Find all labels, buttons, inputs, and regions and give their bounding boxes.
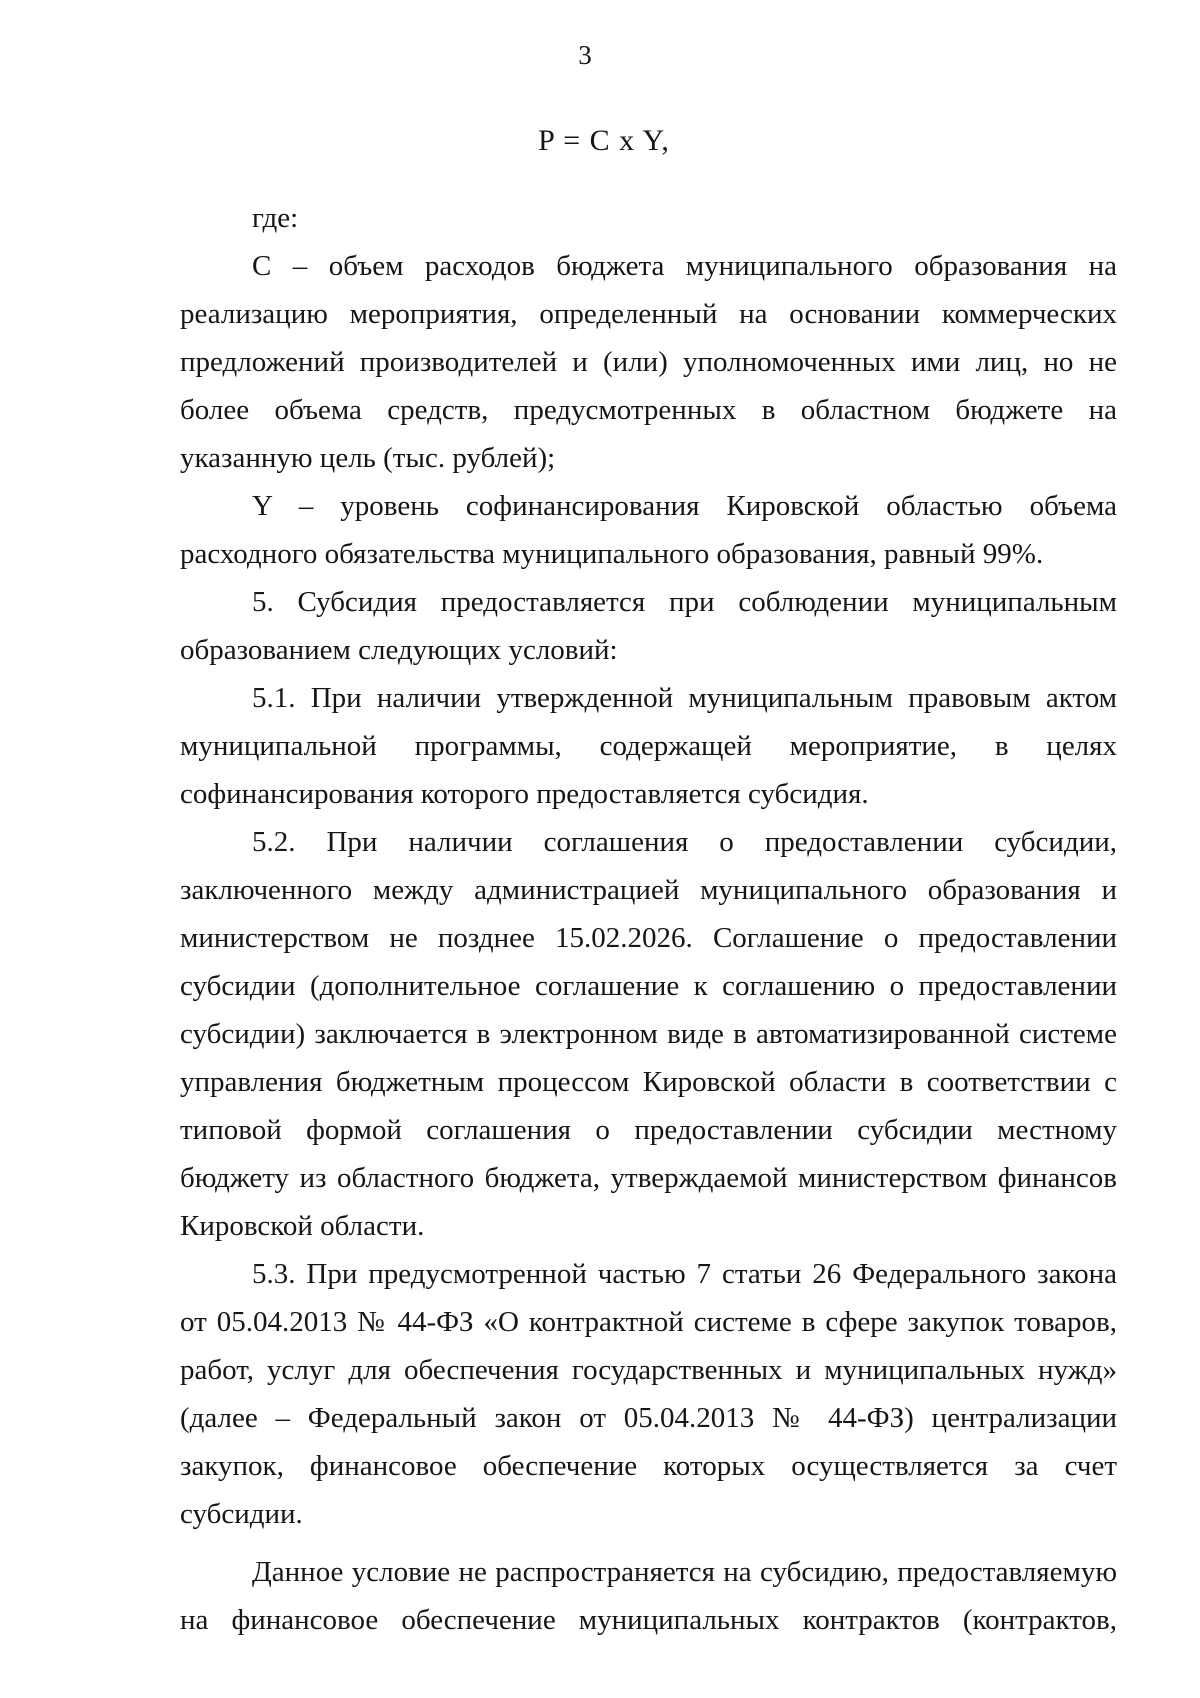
paragraph-5-3: 5.3. При предусмотренной частью 7 статьи 26 Федерального закона от 05.04.2013 № 44-ФЗ «О контрактной системе в сфере закупок товаров, работ, услуг для обеспечения государственных и муниципальных нужд» (далее – Федеральный закон от 05.04.2013 № 44-ФЗ) централизации закупок, финансовое обеспечение которых осуществляется за счет субсидии. xyxy=(180,1258,1117,1530)
paragraph-c-definition: C – объем расходов бюджета муниципального образования на реализацию мероприятия, определенный на основании коммерческих предложений производителей и (или) уполномоченных ими лиц, но не более объема средств, предусмотренных в областном бюджете на указанную цель (тыс. рублей); xyxy=(180,250,1117,474)
document-body xyxy=(180,194,1117,1644)
paragraph-y-definition: Y – уровень софинансирования Кировской областью объема расходного обязательства муниципального образования, равный 99%. xyxy=(180,490,1117,570)
paragraph-where: где: xyxy=(252,202,299,234)
page-number: 3 xyxy=(578,40,592,70)
formula: P = C x Y, xyxy=(538,124,670,157)
paragraph-5-2: 5.2. При наличии соглашения о предоставлении субсидии, заключенного между администрацией муниципального образования и министерством не позднее 15.02.2026. Соглашение о предоставлении субсидии (дополнительное соглашение к соглашению о предоставлении субсидии) заключается в электронном виде в автоматизированной системе управления бюджетным процессом Кировской области в соответствии с типовой формой соглашения о предоставлении субсидии местному бюджету из областного бюджета, утверждаемой министерством финансов Кировской области. xyxy=(180,826,1117,1242)
paragraph-exception: Данное условие не распространяется на субсидию, предоставляемую на финансовое обеспечение муниципальных контрактов (контрактов, xyxy=(180,1556,1117,1636)
paragraph-5-1: 5.1. При наличии утвержденной муниципальным правовым актом муниципальной программы, содержащей мероприятие, в целях софинансирования которого предоставляется субсидия. xyxy=(180,682,1117,810)
paragraph-5: 5. Субсидия предоставляется при соблюдении муниципальным образованием следующих условий: xyxy=(180,586,1117,666)
